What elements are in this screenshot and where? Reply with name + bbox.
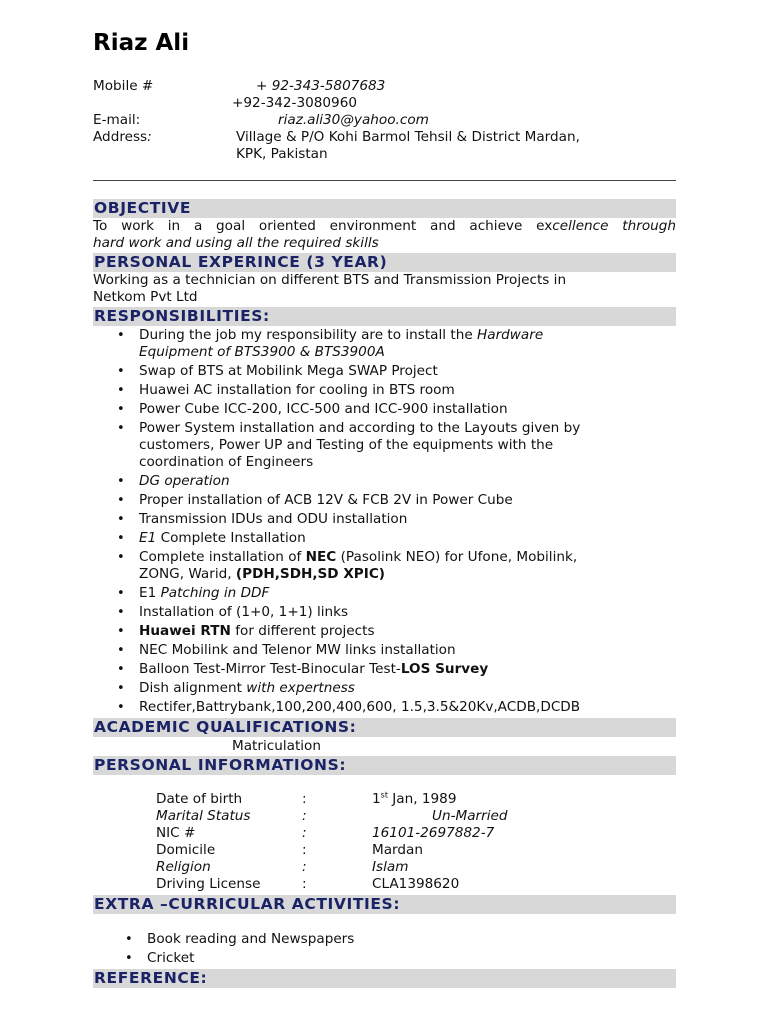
item-bold: NEC — [305, 549, 337, 565]
item-bold: LOS Survey — [400, 661, 489, 677]
item-italic: with expertness — [246, 680, 355, 696]
list-item — [93, 604, 676, 621]
item-bold: Huawei RTN — [139, 623, 231, 639]
item-text: Book reading and Newspapers — [147, 931, 355, 947]
address-line-2: KPK, Pakistan — [236, 146, 328, 162]
address-line-1: Village & P/O Kohi Barmol Tehsil & District Mardan, — [236, 129, 580, 145]
email-value: riaz.ali30@yahoo.com — [278, 112, 429, 128]
list-item — [93, 549, 676, 583]
objective-line-1-plain: To work in a goal oriented environment and achieve ex — [93, 218, 553, 234]
list-item — [93, 401, 676, 418]
item-text: Power System installation and according to the Layouts given by — [139, 420, 581, 436]
item-text: Cricket — [147, 950, 195, 966]
responsibilities-heading: RESPONSIBILITIES: — [93, 307, 676, 326]
item-text: Proper installation of ACB 12V & FCB 2V in Power Cube — [139, 492, 513, 508]
objective-line-2: hard work and using all the required skills — [93, 235, 379, 251]
list-item — [93, 661, 676, 678]
item-text: NEC Mobilink and Telenor MW links installation — [139, 642, 456, 658]
item-text-2: (Pasolink NEO) for Ufone, Mobilink, — [336, 549, 578, 565]
item-text: Balloon Test-Mirror Test-Binocular Test- — [139, 661, 401, 677]
list-item — [93, 623, 676, 640]
info-value-marital: Un-Married — [432, 808, 508, 824]
info-value-nic: 16101-2697882-7 — [372, 825, 495, 841]
item-line-3: coordination of Engineers — [139, 454, 314, 470]
experience-heading: PERSONAL EXPERINCE (3 YEAR) — [93, 253, 676, 272]
list-item — [93, 931, 676, 948]
reference-heading: REFERENCE: — [93, 969, 676, 988]
info-label-marital: Marital Status — [156, 808, 251, 824]
experience-line-2: Netkom Pvt Ltd — [93, 289, 198, 305]
dob-day: 1 — [372, 791, 381, 807]
item-text: Complete Installation — [156, 530, 306, 546]
list-item — [93, 382, 676, 399]
item-italic: Hardware — [477, 327, 544, 343]
personal-heading: PERSONAL INFORMATIONS: — [93, 756, 676, 775]
info-colon-dob: : — [302, 791, 307, 807]
objective-line-1-italic: cellence through — [552, 218, 676, 234]
item-italic: DG operation — [139, 473, 230, 489]
item-text: Transmission IDUs and ODU installation — [139, 511, 408, 527]
dob-suffix: st — [380, 790, 388, 800]
info-label-nic: NIC # — [156, 825, 196, 841]
responsibilities-list — [93, 327, 676, 718]
item-text: Huawei AC installation for cooling in BTS room — [139, 382, 455, 398]
item-text: During the job my responsibility are to install the — [139, 327, 478, 343]
dob-rest: Jan, 1989 — [387, 791, 457, 807]
list-item — [93, 492, 676, 509]
address-label — [93, 129, 152, 146]
list-item — [93, 420, 676, 471]
list-item — [93, 511, 676, 528]
list-item — [93, 585, 676, 602]
item-text: Dish alignment — [139, 680, 247, 696]
info-value-religion: Islam — [372, 859, 409, 875]
objective-line-1 — [93, 218, 676, 235]
item-italic: Patching in DDF — [160, 585, 270, 601]
list-item — [93, 530, 676, 547]
info-value-license: CLA1398620 — [372, 876, 460, 892]
item-line-2-bold: (PDH,SDH,SD XPIC) — [235, 566, 386, 582]
candidate-name: Riaz Ali — [93, 30, 190, 56]
academic-value: Matriculation — [232, 738, 321, 754]
info-label-domicile: Domicile — [156, 842, 216, 858]
info-label-religion: Religion — [156, 859, 211, 875]
header-divider — [93, 180, 676, 181]
mobile-label: Mobile # — [93, 78, 154, 94]
info-colon-marital: : — [302, 808, 307, 824]
extra-heading: EXTRA –CURRICULAR ACTIVITIES: — [93, 895, 676, 914]
item-italic: E1 — [139, 530, 157, 546]
item-text: Swap of BTS at Mobilink Mega SWAP Project — [139, 363, 438, 379]
objective-heading: OBJECTIVE — [93, 199, 676, 218]
address-label-colon: : — [147, 129, 152, 145]
item-text: Rectifer,Battrybank,100,200,400,600, 1.5,3.5&20Kv,ACDB,DCDB — [139, 699, 581, 715]
list-item — [93, 327, 676, 361]
mobile-number-1: + 92-343-5807683 — [256, 78, 386, 94]
info-colon-domicile: : — [302, 842, 307, 858]
info-colon-nic: : — [302, 825, 307, 841]
item-line-2: customers, Power UP and Testing of the equipments with the — [139, 437, 554, 453]
info-label-license: Driving License — [156, 876, 261, 892]
address-label-text: Address — [93, 129, 148, 145]
item-text: E1 — [139, 585, 161, 601]
list-item — [93, 680, 676, 697]
info-value-domicile: Mardan — [372, 842, 423, 858]
list-item — [93, 699, 676, 716]
extra-list — [93, 931, 676, 969]
item-line-2: Equipment of BTS3900 & BTS3900A — [139, 344, 385, 360]
mobile-number-2: +92-342-3080960 — [232, 95, 357, 111]
experience-line-1: Working as a technician on different BTS and Transmission Projects in — [93, 272, 567, 288]
item-text: Installation of (1+0, 1+1) links — [139, 604, 349, 620]
info-value-dob — [372, 791, 456, 808]
info-colon-license: : — [302, 876, 307, 892]
academic-heading: ACADEMIC QUALIFICATIONS: — [93, 718, 676, 737]
list-item — [93, 642, 676, 659]
item-line-2: ZONG, Warid, — [139, 566, 236, 582]
email-label: E-mail: — [93, 112, 141, 128]
item-text: Complete installation of — [139, 549, 306, 565]
info-label-dob: Date of birth — [156, 791, 243, 807]
info-colon-religion: : — [302, 859, 307, 875]
item-text: for different projects — [230, 623, 375, 639]
item-text: Power Cube ICC-200, ICC-500 and ICC-900 installation — [139, 401, 508, 417]
list-item — [93, 473, 676, 490]
list-item — [93, 363, 676, 380]
list-item — [93, 950, 676, 967]
